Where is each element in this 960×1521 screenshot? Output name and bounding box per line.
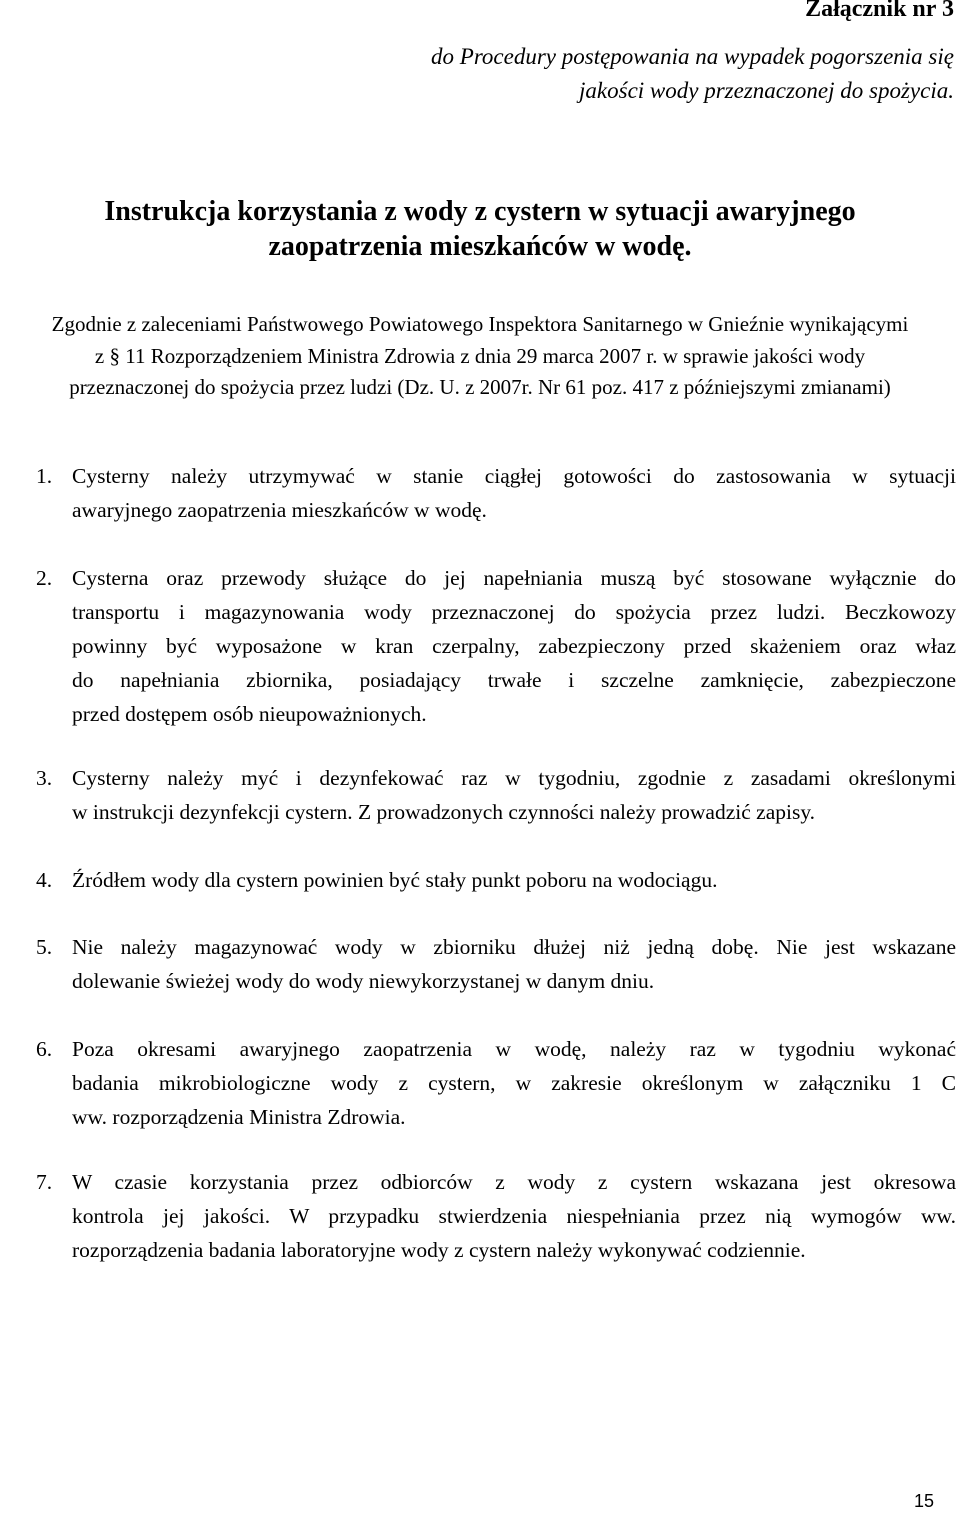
page-number: 15: [913, 1491, 934, 1511]
annex-subtitle-line-2: jakości wody przeznaczonej do spożycia.: [579, 78, 954, 103]
list-item-number: 5.: [36, 935, 53, 959]
list-item-number: 7.: [36, 1170, 53, 1194]
intro-line-1: Zgodnie z zaleceniami Państwowego Powiatowego Inspektora Sanitarnego w Gnieźnie wynikającymi: [51, 312, 909, 336]
list-item-line: Źródłem wody dla cystern powinien być stały punkt poboru na wodociągu.: [72, 868, 718, 892]
list-item-line: w instrukcji dezynfekcji cystern. Z prowadzonych czynności należy prowadzić zapisy.: [72, 800, 816, 824]
list-item-5: [36, 930, 956, 998]
list-item-number: 1.: [36, 464, 53, 488]
list-item-line: transportu i magazynowania wody przeznaczonej do spożycia przez ludzi. Beczkowozy: [72, 600, 956, 624]
list-item-number: 2.: [36, 566, 53, 590]
list-item-line: ww. rozporządzenia Ministra Zdrowia.: [72, 1105, 406, 1129]
list-item-line: kontrola jej jakości. W przypadku stwierdzenia niespełniania przez nią wymogów ww.: [72, 1204, 956, 1228]
list-item-1: [36, 459, 956, 527]
list-item-line: rozporządzenia badania laboratoryjne wody z cystern należy wykonywać codziennie.: [72, 1238, 806, 1262]
list-item-4: [36, 863, 956, 897]
intro-line-2: z § 11 Rozporządzeniem Ministra Zdrowia z dnia 29 marca 2007 r. w sprawie jakości wody: [94, 344, 866, 368]
list-item-line: Cysterny należy myć i dezynfekować raz w tygodniu, zgodnie z zasadami określonymi: [72, 766, 956, 790]
list-item-line: dolewanie świeżej wody do wody niewykorzystanej w danym dniu.: [72, 969, 655, 993]
list-item-number: 6.: [36, 1037, 53, 1061]
document-title-line-1: Instrukcja korzystania z wody z cystern w sytuacji awaryjnego: [104, 196, 856, 227]
list-item-line: Poza okresami awaryjnego zaopatrzenia w wodę, należy raz w tygodniu wykonać: [72, 1037, 956, 1061]
list-item-line: badania mikrobiologiczne wody z cystern, w zakresie określonym w załączniku 1 C: [72, 1071, 956, 1095]
list-item-line: W czasie korzystania przez odbiorców z wody z cystern wskazana jest okresowa: [72, 1170, 956, 1194]
list-item-line: Nie należy magazynować wody w zbiorniku dłużej niż jedną dobę. Nie jest wskazane: [72, 935, 956, 959]
list-item-line: przed dostępem osób nieupoważnionych.: [72, 702, 427, 726]
list-item-number: 3.: [36, 766, 53, 790]
annex-subtitle-line-1: do Procedury postępowania na wypadek pogorszenia się: [431, 44, 954, 69]
list-item-line: Cysterna oraz przewody służące do jej napełniania muszą być stosowane wyłącznie do: [72, 566, 956, 590]
list-item-line: awaryjnego zaopatrzenia mieszkańców w wodę.: [72, 498, 487, 522]
intro-line-3: przeznaczonej do spożycia przez ludzi (Dz. U. z 2007r. Nr 61 poz. 417 z późniejszymi zmianami): [69, 375, 891, 399]
annex-title: Załącznik nr 3: [805, 0, 954, 22]
list-item-2: [36, 561, 956, 731]
list-item-line: do napełniania zbiornika, posiadający trwałe i szczelne zamknięcie, zabezpieczone: [72, 668, 956, 692]
list-item-number: 4.: [36, 868, 53, 892]
list-item-line: Cysterny należy utrzymywać w stanie ciągłej gotowości do zastosowania w sytuacji: [72, 464, 956, 488]
list-item-line: powinny być wyposażone w kran czerpalny, zabezpieczony przed skażeniem oraz właz: [72, 634, 956, 658]
list-item-3: [36, 761, 956, 829]
list-item-7: [36, 1165, 956, 1267]
document-title-line-2: zaopatrzenia mieszkańców w wodę.: [268, 231, 692, 262]
list-item-6: [36, 1032, 956, 1134]
